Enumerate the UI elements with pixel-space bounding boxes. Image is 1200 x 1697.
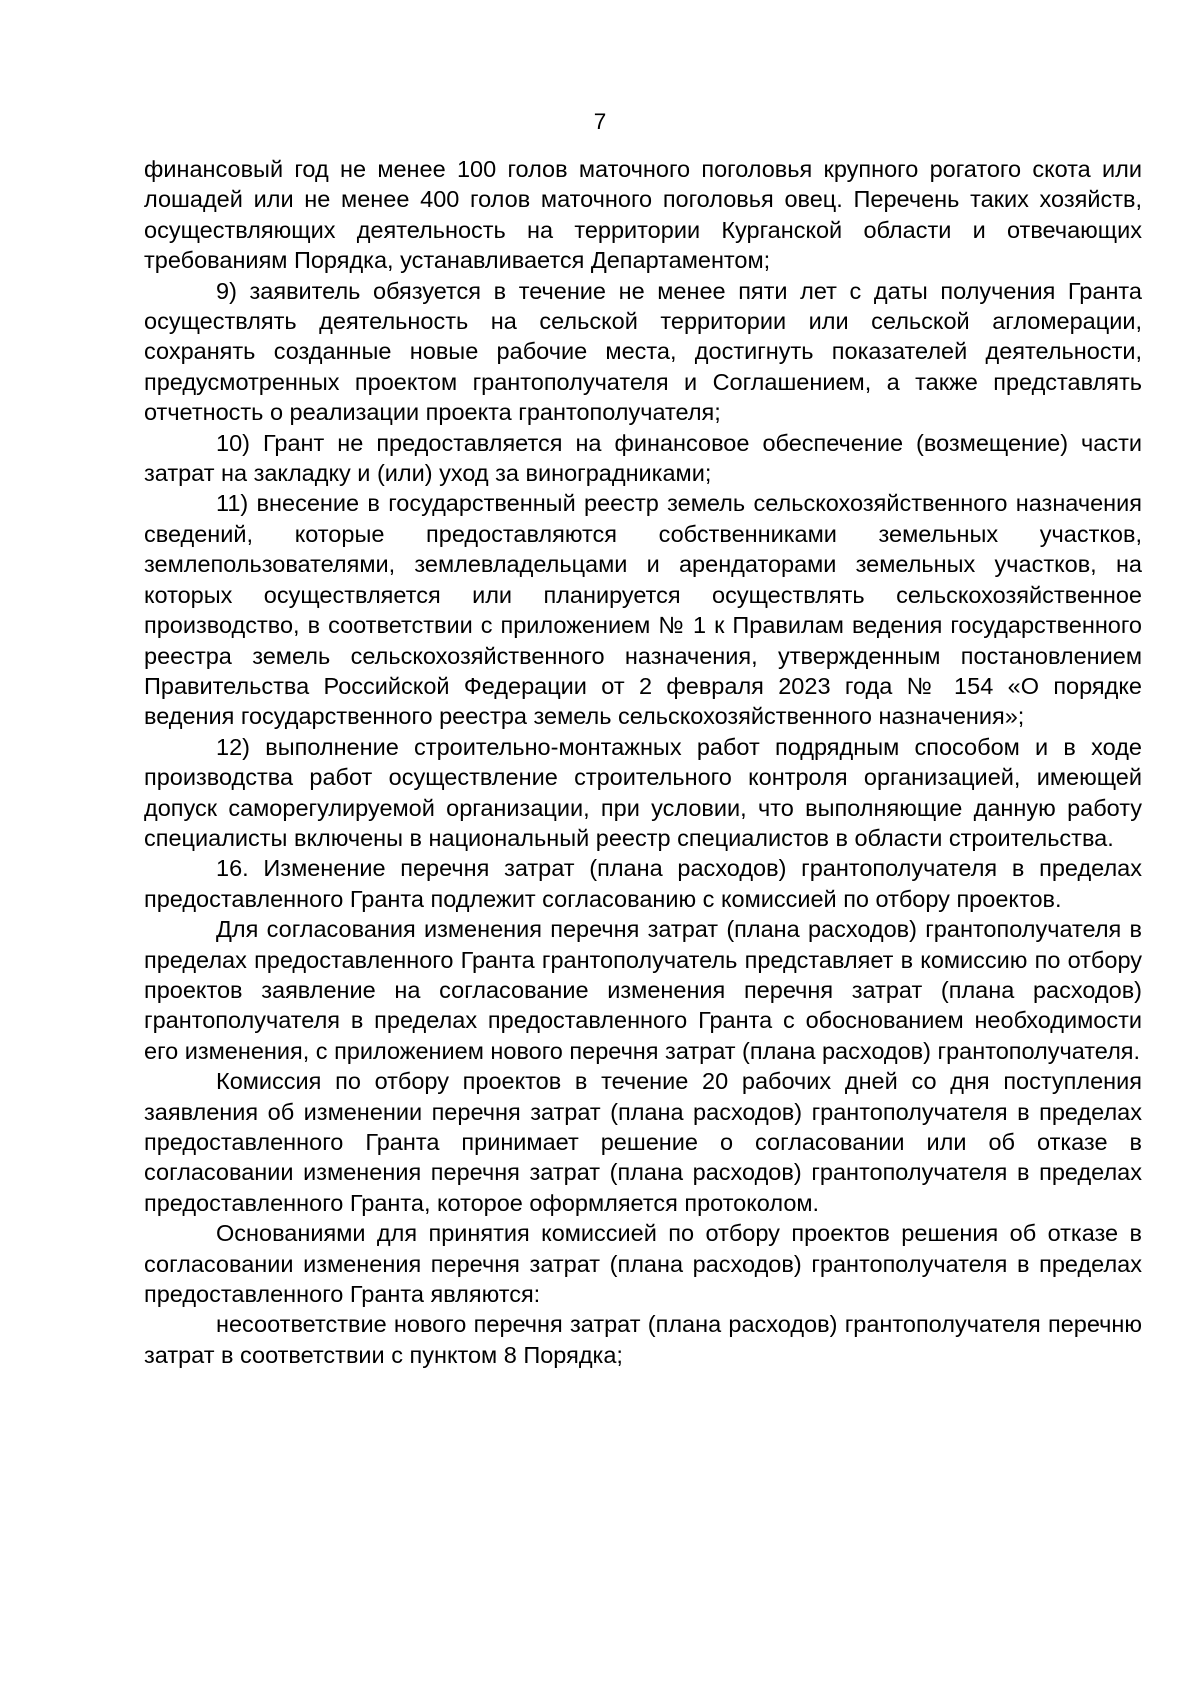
paragraph-item-9: 9) заявитель обязуется в течение не менее пяти лет с даты получения Гранта осуществлять деятельность на сельской территории или сельской агломерации, сохранять созданные новые рабочие места, достигнуть показателей деятельности, предусмотренных проектом грантополучателя и Соглашением, а также представлять отчетность о реализации проекта грантополучателя;	[144, 277, 1142, 426]
paragraph-item-10: 10) Грант не предоставляется на финансовое обеспечение (возмещение) части затрат на закладку и (или) уход за виноградниками;	[144, 429, 1142, 487]
paragraph-approval-procedure: Для согласования изменения перечня затрат (плана расходов) грантополучателя в пределах предоставленного Гранта грантополучатель представляет в комиссию по отбору проектов заявление на согласование изменения перечня затрат (плана расходов) грантополучателя в пределах предоставленного Гранта с обоснованием необходимости его изменения, с приложением нового перечня затрат (плана расходов) грантополучателя.	[144, 916, 1142, 1064]
paragraph-refusal-ground-1: несоответствие нового перечня затрат (плана расходов) грантополучателя перечню затрат в соответствии с пунктом 8 Порядка;	[144, 1311, 1142, 1368]
paragraph-commission-decision: Комиссия по отбору проектов в течение 20 рабочих дней со дня поступления заявления об изменении перечня затрат (плана расходов) грантополучателя в пределах предоставленного Гранта принимает решение о согласовании или об отказе в согласовании изменения перечня затрат (плана расходов) грантополучателя в пределах предоставленного Гранта, которое оформляется протоколом.	[144, 1068, 1142, 1216]
paragraph-refusal-grounds: Основаниями для принятия комиссией по отбору проектов решения об отказе в согласовании изменения перечня затрат (плана расходов) грантополучателя в пределах предоставленного Гранта являются:	[144, 1220, 1142, 1308]
paragraph-continuation: финансовый год не менее 100 голов маточного поголовья крупного рогатого скота или лошадей или не менее 400 голов маточного поголовья овец. Перечень таких хозяйств, осуществляющих деятельность на территории Курганской области и отвечающих требованиям Порядка, устанавливается Департаментом;	[144, 156, 1142, 274]
paragraph-item-12: 12) выполнение строительно-монтажных работ подрядным способом и в ходе производства работ осуществление строительного контроля организацией, имеющей допуск саморегулируемой организации, при условии, что выполняющие данную работу специалисты включены в национальный реестр специалистов в области строительства.	[144, 733, 1142, 851]
page-number: 7	[593, 109, 607, 134]
paragraph-item-11: 11) внесение в государственный реестр земель сельскохозяйственного назначения сведений, которые предоставляются собственниками земельных участков, землепользователями, землевладельцами и арендаторами земельных участков, на которых осуществляется или планируется осуществлять сельскохозяйственное производство, в соответствии с приложением № 1 к Правилам ведения государственного реестра земель сельскохозяйственного назначения, утвержденным постановлением Правительства Российской Федерации от 2 февраля 2023 года № 154 «О порядке ведения государственного реестра земель сельскохозяйственного назначения»;	[144, 490, 1142, 730]
paragraph-section-16: 16. Изменение перечня затрат (плана расходов) грантополучателя в пределах предоставленного Гранта подлежит согласованию с комиссией по отбору проектов.	[144, 855, 1142, 912]
document-body	[144, 154, 1142, 1370]
